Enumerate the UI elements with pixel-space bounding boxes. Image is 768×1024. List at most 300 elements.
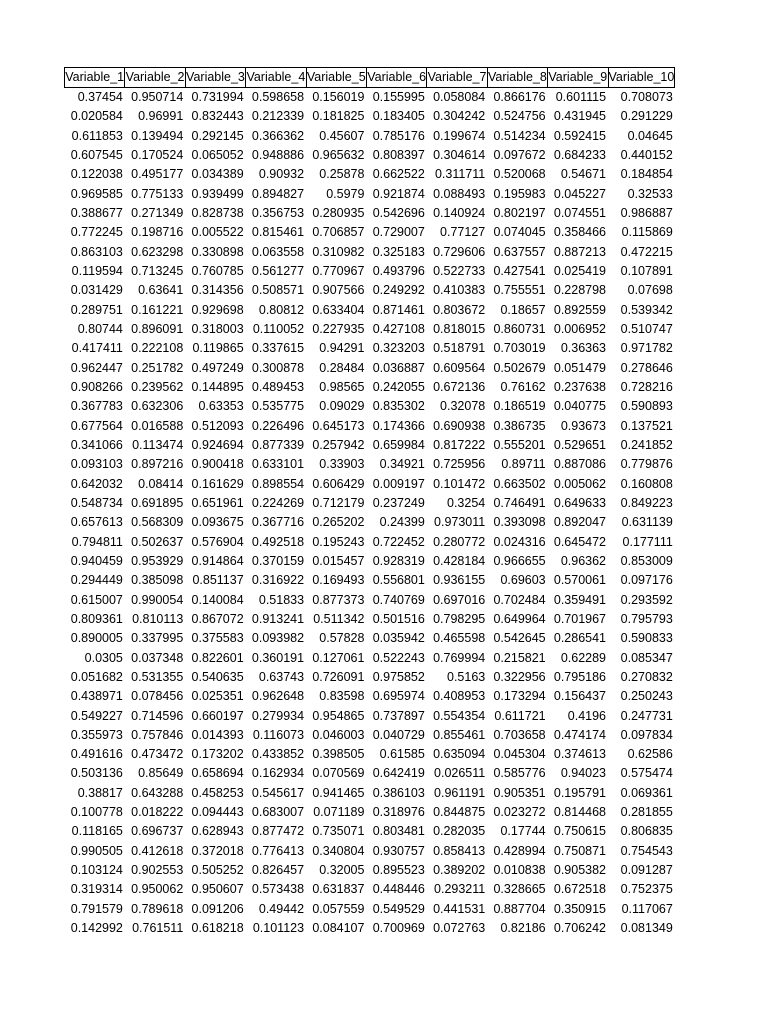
- table-cell[interactable]: 0.018222: [131, 805, 184, 820]
- table-cell[interactable]: 0.100778: [70, 805, 123, 820]
- table-cell[interactable]: 0.814468: [553, 805, 607, 820]
- table-cell[interactable]: 0.697016: [433, 592, 486, 607]
- table-cell[interactable]: 0.035942: [372, 631, 425, 646]
- table-cell[interactable]: 0.085347: [620, 650, 673, 665]
- table-cell[interactable]: 0.894827: [251, 186, 305, 201]
- table-cell[interactable]: 0.497249: [191, 360, 244, 375]
- table-cell[interactable]: 0.113474: [132, 437, 184, 452]
- table-cell[interactable]: 0.895523: [372, 863, 425, 878]
- table-cell[interactable]: 0.281855: [620, 805, 673, 820]
- column-header-8[interactable]: Variable_8: [487, 68, 547, 88]
- table-cell[interactable]: 0.645472: [553, 534, 607, 549]
- table-cell[interactable]: 0.065052: [191, 147, 244, 162]
- table-cell[interactable]: 0.162934: [251, 766, 305, 781]
- table-cell[interactable]: 0.555201: [493, 437, 546, 452]
- table-cell[interactable]: 0.257942: [312, 437, 365, 452]
- table-cell[interactable]: 0.51833: [258, 592, 305, 607]
- table-cell[interactable]: 0.465598: [433, 631, 486, 646]
- table-cell[interactable]: 0.663502: [493, 476, 546, 491]
- table-cell[interactable]: 0.94023: [560, 766, 607, 781]
- table-cell[interactable]: 0.3254: [447, 495, 486, 510]
- table-cell[interactable]: 0.322956: [493, 669, 546, 684]
- table-cell[interactable]: 0.093103: [70, 457, 123, 472]
- table-cell[interactable]: 0.772245: [70, 225, 123, 240]
- table-cell[interactable]: 0.408953: [433, 689, 486, 704]
- table-cell[interactable]: 0.746491: [493, 495, 546, 510]
- table-cell[interactable]: 0.990505: [70, 843, 123, 858]
- table-cell[interactable]: 0.740769: [372, 592, 425, 607]
- table-cell[interactable]: 0.700969: [372, 921, 425, 936]
- table-cell[interactable]: 0.961191: [434, 785, 486, 800]
- table-cell[interactable]: 0.863103: [70, 244, 123, 259]
- table-cell[interactable]: 0.374613: [553, 747, 607, 762]
- table-cell[interactable]: 0.139494: [131, 128, 184, 143]
- table-cell[interactable]: 0.431945: [553, 109, 607, 124]
- table-cell[interactable]: 0.729007: [372, 225, 425, 240]
- table-cell[interactable]: 0.695974: [372, 689, 425, 704]
- table-cell[interactable]: 0.069361: [620, 785, 673, 800]
- table-cell[interactable]: 0.93673: [560, 418, 607, 433]
- table-cell[interactable]: 0.005062: [553, 476, 607, 491]
- table-cell[interactable]: 0.706242: [553, 921, 607, 936]
- table-cell[interactable]: 0.195243: [312, 534, 365, 549]
- table-cell[interactable]: 0.093982: [251, 631, 305, 646]
- table-cell[interactable]: 0.98565: [319, 379, 365, 394]
- table-cell[interactable]: 0.529651: [553, 437, 607, 452]
- table-cell[interactable]: 0.279934: [251, 708, 305, 723]
- table-cell[interactable]: 0.554354: [433, 708, 486, 723]
- table-cell[interactable]: 0.015457: [312, 553, 365, 568]
- table-cell[interactable]: 0.737897: [372, 708, 425, 723]
- table-cell[interactable]: 0.226496: [251, 418, 305, 433]
- table-cell[interactable]: 0.808397: [372, 147, 425, 162]
- table-cell[interactable]: 0.38817: [77, 785, 123, 800]
- table-cell[interactable]: 0.887213: [553, 244, 607, 259]
- table-cell[interactable]: 0.428184: [433, 553, 486, 568]
- table-cell[interactable]: 0.237638: [553, 379, 607, 394]
- table-cell[interactable]: 0.539342: [620, 302, 673, 317]
- table-cell[interactable]: 0.63743: [258, 669, 305, 684]
- table-cell[interactable]: 0.311711: [434, 167, 486, 182]
- table-cell[interactable]: 0.802197: [493, 205, 546, 220]
- table-cell[interactable]: 0.90932: [258, 167, 305, 182]
- table-cell[interactable]: 0.493796: [372, 263, 425, 278]
- table-cell[interactable]: 0.729606: [433, 244, 486, 259]
- table-cell[interactable]: 0.294449: [70, 573, 123, 588]
- table-cell[interactable]: 0.356753: [251, 205, 305, 220]
- table-cell[interactable]: 0.575474: [620, 766, 673, 781]
- table-cell[interactable]: 0.314356: [191, 283, 244, 298]
- table-cell[interactable]: 0.950607: [191, 882, 244, 897]
- table-cell[interactable]: 0.310982: [312, 244, 365, 259]
- table-cell[interactable]: 0.358466: [553, 225, 607, 240]
- table-cell[interactable]: 0.573438: [251, 882, 305, 897]
- table-cell[interactable]: 0.908266: [70, 379, 123, 394]
- table-cell[interactable]: 0.237249: [372, 495, 425, 510]
- table-cell[interactable]: 0.097672: [493, 147, 546, 162]
- table-cell[interactable]: 0.966655: [493, 553, 546, 568]
- table-cell[interactable]: 0.020584: [70, 109, 123, 124]
- table-cell[interactable]: 0.024316: [493, 534, 546, 549]
- table-cell[interactable]: 0.706857: [312, 225, 365, 240]
- table-cell[interactable]: 0.877472: [251, 824, 305, 839]
- table-cell[interactable]: 0.691895: [131, 495, 184, 510]
- table-cell[interactable]: 0.785176: [372, 128, 425, 143]
- table-cell[interactable]: 0.063558: [251, 244, 305, 259]
- table-cell[interactable]: 0.161629: [191, 476, 244, 491]
- table-cell[interactable]: 0.726091: [312, 669, 365, 684]
- table-cell[interactable]: 0.708073: [620, 90, 673, 104]
- table-cell[interactable]: 0.438971: [70, 689, 123, 704]
- table-cell[interactable]: 0.62289: [560, 650, 607, 665]
- table-cell[interactable]: 0.025419: [553, 263, 607, 278]
- table-cell[interactable]: 0.081349: [620, 921, 673, 936]
- table-cell[interactable]: 0.330898: [191, 244, 244, 259]
- table-cell[interactable]: 0.489453: [251, 379, 305, 394]
- table-cell[interactable]: 0.472215: [620, 244, 673, 259]
- table-cell[interactable]: 0.975852: [372, 669, 425, 684]
- table-cell[interactable]: 0.412618: [131, 843, 184, 858]
- table-cell[interactable]: 0.672136: [433, 379, 486, 394]
- table-cell[interactable]: 0.954865: [312, 708, 365, 723]
- table-cell[interactable]: 0.199674: [433, 128, 486, 143]
- table-cell[interactable]: 0.289751: [70, 302, 123, 317]
- table-cell[interactable]: 0.905382: [553, 863, 607, 878]
- column-header-7[interactable]: Variable_7: [427, 68, 487, 88]
- table-cell[interactable]: 0.818015: [433, 321, 486, 336]
- table-cell[interactable]: 0.388677: [70, 205, 123, 220]
- table-cell[interactable]: 0.28484: [319, 360, 365, 375]
- table-cell[interactable]: 0.61585: [379, 747, 425, 762]
- table-cell[interactable]: 0.428994: [493, 843, 546, 858]
- table-cell[interactable]: 0.651961: [191, 495, 244, 510]
- table-cell[interactable]: 0.590893: [620, 399, 673, 414]
- table-cell[interactable]: 0.224269: [251, 495, 305, 510]
- table-cell[interactable]: 0.660197: [191, 708, 244, 723]
- table-cell[interactable]: 0.367716: [251, 515, 305, 530]
- table-cell[interactable]: 0.473472: [131, 747, 184, 762]
- table-cell[interactable]: 0.795793: [620, 611, 673, 626]
- table-cell[interactable]: 0.115869: [621, 225, 673, 240]
- table-cell[interactable]: 0.198716: [131, 225, 184, 240]
- table-cell[interactable]: 0.990054: [131, 592, 184, 607]
- table-cell[interactable]: 0.851137: [192, 573, 244, 588]
- table-cell[interactable]: 0.887086: [553, 457, 607, 472]
- table-cell[interactable]: 0.350915: [553, 901, 607, 916]
- table-cell[interactable]: 0.817222: [433, 437, 486, 452]
- table-cell[interactable]: 0.791579: [70, 901, 123, 916]
- table-cell[interactable]: 0.031429: [70, 283, 123, 298]
- table-cell[interactable]: 0.37454: [77, 90, 123, 104]
- table-cell[interactable]: 0.514234: [493, 128, 546, 143]
- table-cell[interactable]: 0.045227: [553, 186, 607, 201]
- table-cell[interactable]: 0.247731: [620, 708, 673, 723]
- table-cell[interactable]: 0.631139: [621, 515, 673, 530]
- table-cell[interactable]: 0.57828: [319, 631, 365, 646]
- table-cell[interactable]: 0.251782: [131, 360, 184, 375]
- table-cell[interactable]: 0.084107: [312, 921, 365, 936]
- table-cell[interactable]: 0.110052: [252, 321, 305, 336]
- table-cell[interactable]: 0.83598: [319, 689, 365, 704]
- table-cell[interactable]: 0.137521: [620, 418, 673, 433]
- table-cell[interactable]: 0.62586: [627, 747, 673, 762]
- table-cell[interactable]: 0.101472: [433, 476, 486, 491]
- table-cell[interactable]: 0.375583: [191, 631, 244, 646]
- table-cell[interactable]: 0.183405: [372, 109, 425, 124]
- table-cell[interactable]: 0.173202: [191, 747, 244, 762]
- table-cell[interactable]: 0.531355: [131, 669, 184, 684]
- table-cell[interactable]: 0.433852: [251, 747, 305, 762]
- table-cell[interactable]: 0.757846: [131, 727, 184, 742]
- table-cell[interactable]: 0.107891: [620, 263, 673, 278]
- table-cell[interactable]: 0.227935: [312, 321, 365, 336]
- table-cell[interactable]: 0.511342: [313, 611, 365, 626]
- table-cell[interactable]: 0.386735: [493, 418, 546, 433]
- table-cell[interactable]: 0.304614: [433, 147, 486, 162]
- table-cell[interactable]: 0.034389: [191, 167, 244, 182]
- table-cell[interactable]: 0.170524: [131, 147, 184, 162]
- table-cell[interactable]: 0.023272: [493, 805, 546, 820]
- table-cell[interactable]: 0.103124: [70, 863, 123, 878]
- table-cell[interactable]: 0.549227: [70, 708, 123, 723]
- table-cell[interactable]: 0.33903: [319, 457, 365, 472]
- table-cell[interactable]: 0.703658: [493, 727, 546, 742]
- table-cell[interactable]: 0.789618: [131, 901, 184, 916]
- table-cell[interactable]: 0.80744: [77, 321, 123, 336]
- table-cell[interactable]: 0.80812: [258, 302, 305, 317]
- table-cell[interactable]: 0.684233: [553, 147, 607, 162]
- table-cell[interactable]: 0.286541: [553, 631, 607, 646]
- table-cell[interactable]: 0.598658: [251, 90, 305, 104]
- table-cell[interactable]: 0.690938: [433, 418, 486, 433]
- table-cell[interactable]: 0.631837: [312, 882, 365, 897]
- table-cell[interactable]: 0.045304: [493, 747, 546, 762]
- table-cell[interactable]: 0.795186: [553, 669, 607, 684]
- table-cell[interactable]: 0.585776: [493, 766, 546, 781]
- table-cell[interactable]: 0.85649: [138, 766, 184, 781]
- table-cell[interactable]: 0.508571: [251, 283, 305, 298]
- table-cell[interactable]: 0.07698: [627, 283, 673, 298]
- table-cell[interactable]: 0.754543: [620, 843, 673, 858]
- table-cell[interactable]: 0.078456: [131, 689, 184, 704]
- table-cell[interactable]: 0.518791: [433, 341, 486, 356]
- table-cell[interactable]: 0.844875: [433, 805, 486, 820]
- table-cell[interactable]: 0.32078: [440, 399, 486, 414]
- table-cell[interactable]: 0.806835: [620, 824, 673, 839]
- table-cell[interactable]: 0.969585: [70, 186, 123, 201]
- table-cell[interactable]: 0.611853: [71, 128, 123, 143]
- table-cell[interactable]: 0.570061: [553, 573, 607, 588]
- table-cell[interactable]: 0.474174: [553, 727, 607, 742]
- table-cell[interactable]: 0.040775: [553, 399, 607, 414]
- table-cell[interactable]: 0.683007: [251, 805, 305, 820]
- table-cell[interactable]: 0.643288: [131, 785, 184, 800]
- table-cell[interactable]: 0.278646: [620, 360, 673, 375]
- table-cell[interactable]: 0.036887: [372, 360, 425, 375]
- table-cell[interactable]: 0.45607: [319, 128, 365, 143]
- table-cell[interactable]: 0.94291: [319, 341, 365, 356]
- table-cell[interactable]: 0.174366: [372, 418, 425, 433]
- table-cell[interactable]: 0.735071: [312, 824, 365, 839]
- table-cell[interactable]: 0.355973: [70, 727, 123, 742]
- table-cell[interactable]: 0.318976: [372, 805, 425, 820]
- table-cell[interactable]: 0.592415: [553, 128, 607, 143]
- table-cell[interactable]: 0.860731: [493, 321, 546, 336]
- table-cell[interactable]: 0.057559: [312, 901, 365, 916]
- table-cell[interactable]: 0.779876: [620, 457, 673, 472]
- table-cell[interactable]: 0.140924: [433, 205, 486, 220]
- table-cell[interactable]: 0.119594: [71, 263, 123, 278]
- table-cell[interactable]: 0.731994: [191, 90, 244, 104]
- table-cell[interactable]: 0.367783: [70, 399, 123, 414]
- table-cell[interactable]: 0.072763: [433, 921, 486, 936]
- table-cell[interactable]: 0.360191: [251, 650, 305, 665]
- table-cell[interactable]: 0.300878: [251, 360, 305, 375]
- table-cell[interactable]: 0.703019: [493, 341, 546, 356]
- table-cell[interactable]: 0.556801: [372, 573, 425, 588]
- table-cell[interactable]: 0.074551: [553, 205, 607, 220]
- table-cell[interactable]: 0.156437: [553, 689, 607, 704]
- table-cell[interactable]: 0.871461: [372, 302, 425, 317]
- table-cell[interactable]: 0.08414: [138, 476, 184, 491]
- table-cell[interactable]: 0.542645: [493, 631, 546, 646]
- table-cell[interactable]: 0.222108: [131, 341, 184, 356]
- table-cell[interactable]: 0.522243: [372, 650, 425, 665]
- table-cell[interactable]: 0.071189: [313, 805, 365, 820]
- table-cell[interactable]: 0.040729: [372, 727, 425, 742]
- table-cell[interactable]: 0.672518: [553, 882, 607, 897]
- table-cell[interactable]: 0.161221: [131, 302, 184, 317]
- table-cell[interactable]: 0.005522: [191, 225, 244, 240]
- table-cell[interactable]: 0.590833: [620, 631, 673, 646]
- table-cell[interactable]: 0.101123: [252, 921, 305, 936]
- table-cell[interactable]: 0.649633: [553, 495, 607, 510]
- table-cell[interactable]: 0.810113: [132, 611, 184, 626]
- table-cell[interactable]: 0.54671: [560, 167, 607, 182]
- table-cell[interactable]: 0.549529: [372, 901, 425, 916]
- table-cell[interactable]: 0.492518: [251, 534, 305, 549]
- table-cell[interactable]: 0.323203: [372, 341, 425, 356]
- table-cell[interactable]: 0.809361: [70, 611, 123, 626]
- table-cell[interactable]: 0.696737: [131, 824, 184, 839]
- table-cell[interactable]: 0.775133: [131, 186, 184, 201]
- table-cell[interactable]: 0.896091: [131, 321, 184, 336]
- table-cell[interactable]: 0.635094: [433, 747, 486, 762]
- table-cell[interactable]: 0.607545: [70, 147, 123, 162]
- column-header-10[interactable]: Variable_10: [608, 68, 675, 88]
- table-cell[interactable]: 0.618218: [191, 921, 244, 936]
- table-cell[interactable]: 0.24399: [379, 515, 425, 530]
- table-cell[interactable]: 0.637557: [493, 244, 546, 259]
- table-cell[interactable]: 0.155995: [372, 90, 425, 104]
- table-cell[interactable]: 0.5163: [447, 669, 486, 684]
- table-cell[interactable]: 0.63353: [198, 399, 244, 414]
- table-cell[interactable]: 0.606429: [312, 476, 365, 491]
- table-cell[interactable]: 0.913241: [251, 611, 305, 626]
- table-cell[interactable]: 0.156019: [312, 90, 365, 104]
- table-cell[interactable]: 0.49442: [258, 901, 305, 916]
- table-cell[interactable]: 0.803672: [433, 302, 486, 317]
- table-cell[interactable]: 0.633101: [251, 457, 305, 472]
- table-cell[interactable]: 0.649964: [493, 611, 546, 626]
- table-cell[interactable]: 0.249292: [372, 283, 425, 298]
- table-cell[interactable]: 0.713245: [131, 263, 184, 278]
- table-cell[interactable]: 0.658694: [191, 766, 244, 781]
- table-cell[interactable]: 0.25878: [319, 167, 365, 182]
- table-cell[interactable]: 0.228798: [553, 283, 607, 298]
- table-cell[interactable]: 0.750615: [553, 824, 607, 839]
- table-cell[interactable]: 0.853009: [620, 553, 673, 568]
- table-cell[interactable]: 0.898554: [251, 476, 305, 491]
- table-cell[interactable]: 0.512093: [191, 418, 244, 433]
- column-header-6[interactable]: Variable_6: [366, 68, 426, 88]
- table-cell[interactable]: 0.609564: [433, 360, 486, 375]
- table-cell[interactable]: 0.417411: [71, 341, 123, 356]
- table-cell[interactable]: 0.410383: [433, 283, 486, 298]
- table-cell[interactable]: 0.914864: [191, 553, 244, 568]
- table-cell[interactable]: 0.760785: [191, 263, 244, 278]
- table-cell[interactable]: 0.291229: [620, 109, 673, 124]
- table-cell[interactable]: 0.601115: [555, 90, 607, 104]
- table-cell[interactable]: 0.372018: [191, 843, 244, 858]
- table-cell[interactable]: 0.902553: [131, 863, 184, 878]
- table-cell[interactable]: 0.971782: [620, 341, 673, 356]
- table-cell[interactable]: 0.366362: [251, 128, 305, 143]
- table-cell[interactable]: 0.325183: [372, 244, 425, 259]
- table-cell[interactable]: 0.855461: [433, 727, 486, 742]
- table-cell[interactable]: 0.242055: [372, 379, 425, 394]
- table-cell[interactable]: 0.623298: [131, 244, 184, 259]
- table-cell[interactable]: 0.659984: [372, 437, 425, 452]
- table-cell[interactable]: 0.815461: [251, 225, 305, 240]
- table-cell[interactable]: 0.905351: [493, 785, 546, 800]
- table-cell[interactable]: 0.215821: [493, 650, 546, 665]
- table-cell[interactable]: 0.892047: [553, 515, 607, 530]
- table-cell[interactable]: 0.058084: [433, 90, 486, 104]
- table-cell[interactable]: 0.832443: [191, 109, 244, 124]
- table-cell[interactable]: 0.385098: [131, 573, 184, 588]
- table-cell[interactable]: 0.328665: [493, 882, 546, 897]
- table-cell[interactable]: 0.752375: [620, 882, 673, 897]
- table-cell[interactable]: 0.051682: [70, 669, 123, 684]
- table-cell[interactable]: 0.119865: [192, 341, 244, 356]
- table-cell[interactable]: 0.127061: [312, 650, 365, 665]
- table-cell[interactable]: 0.965632: [312, 147, 365, 162]
- table-cell[interactable]: 0.070569: [312, 766, 365, 781]
- table-cell[interactable]: 0.866176: [493, 90, 546, 104]
- table-cell[interactable]: 0.633404: [312, 302, 365, 317]
- table-cell[interactable]: 0.545617: [251, 785, 305, 800]
- table-cell[interactable]: 0.337995: [131, 631, 184, 646]
- table-cell[interactable]: 0.491616: [70, 747, 123, 762]
- table-cell[interactable]: 0.702484: [493, 592, 546, 607]
- column-header-1[interactable]: Variable_1: [65, 68, 125, 88]
- table-cell[interactable]: 0.803481: [372, 824, 425, 839]
- table-cell[interactable]: 0.962447: [70, 360, 123, 375]
- table-cell[interactable]: 0.900418: [191, 457, 244, 472]
- table-cell[interactable]: 0.280772: [433, 534, 486, 549]
- table-cell[interactable]: 0.921874: [372, 186, 425, 201]
- table-cell[interactable]: 0.535775: [251, 399, 305, 414]
- table-cell[interactable]: 0.0305: [84, 650, 123, 665]
- table-cell[interactable]: 0.241852: [620, 437, 673, 452]
- table-cell[interactable]: 0.427541: [493, 263, 546, 278]
- table-cell[interactable]: 0.576904: [191, 534, 244, 549]
- table-cell[interactable]: 0.393098: [493, 515, 546, 530]
- table-cell[interactable]: 0.34921: [379, 457, 425, 472]
- table-cell[interactable]: 0.548734: [70, 495, 123, 510]
- table-cell[interactable]: 0.849223: [620, 495, 673, 510]
